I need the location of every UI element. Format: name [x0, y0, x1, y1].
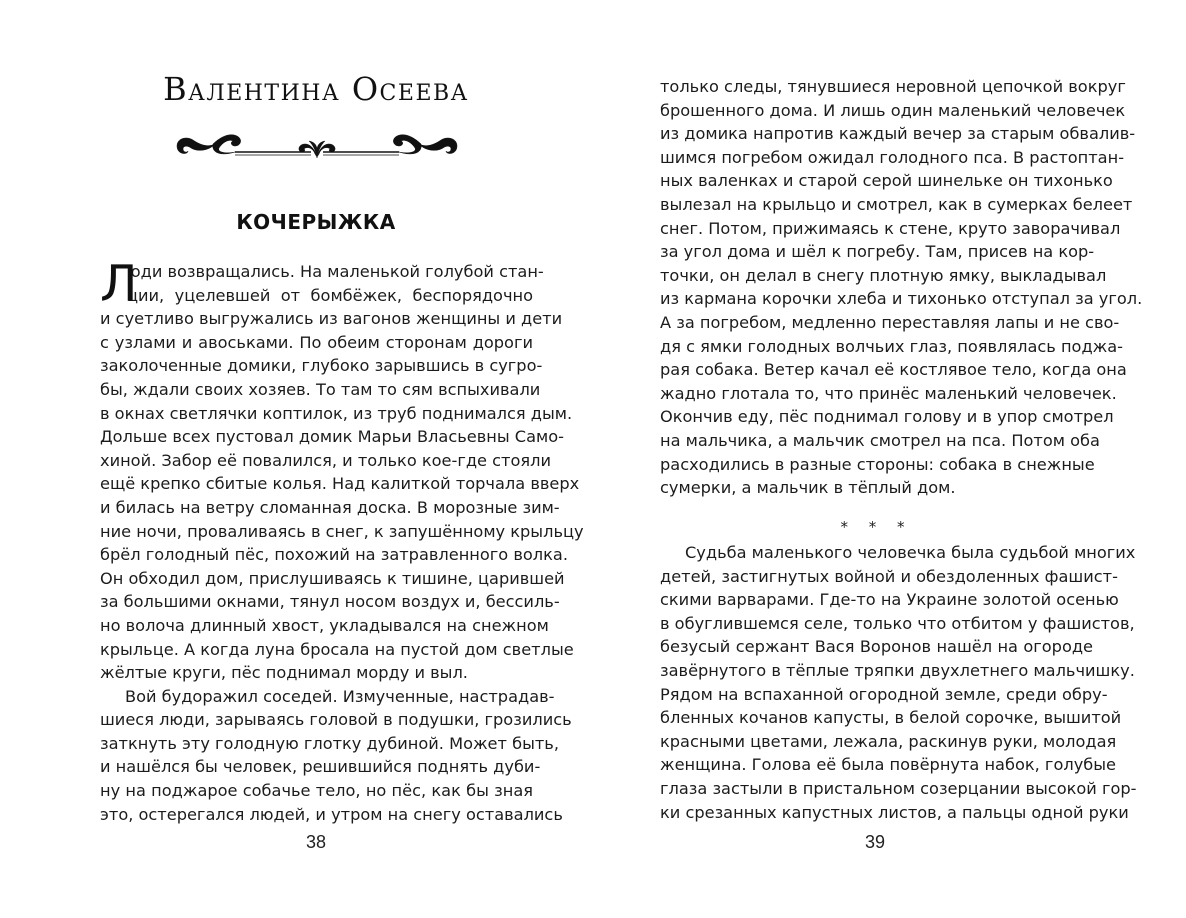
text-line: ции, уцелевшей от бомбёжек, беспорядочно: [127, 285, 533, 305]
author-name: Валентина Осеева: [163, 70, 469, 108]
text-line: Вой будоражил соседей. Измученные, настрадав-: [125, 686, 555, 706]
chapter-title: КОЧЕРЫЖКА: [236, 210, 396, 234]
text-line: глаза застыли в пристальном созерцании высокой гор-: [660, 778, 1137, 798]
text-line: детей, застигнутых войной и обездоленных фашист-: [660, 566, 1118, 586]
text-line: жёлтые круги, пёс поднимал морду и выл.: [100, 663, 468, 683]
text-line: хиной. Забор её повалился, и только кое-где стояли: [100, 450, 551, 470]
text-line: заткнуть эту голодную глотку дубиной. Может быть,: [100, 733, 559, 753]
text-line: за угол дома и шёл к погребу. Там, присев на кор-: [660, 242, 1095, 262]
text-line: точки, он делал в снегу плотную ямку, выкладывал: [660, 265, 1107, 285]
text-line: шиеся люди, зарываясь головой в подушки, грозились: [100, 710, 572, 730]
text-line: Судьба маленького человечка была судьбой многих: [685, 543, 1136, 562]
text-line: Дольше всех пустовал домик Марьи Власьевны Само-: [100, 427, 564, 447]
text-line: жадно глотала то, что принёс маленький человечек.: [660, 383, 1117, 403]
text-line: только следы, тянувшиеся неровной цепочкой вокруг: [660, 77, 1126, 96]
text-line: рая собака. Ветер качал её костлявое тело, когда она: [660, 360, 1127, 380]
text-line: в окнах светлячки коптилок, из труб поднимался дым.: [100, 403, 573, 423]
text-line: дя с ямки голодных волчьих глаз, появлялась поджа-: [660, 336, 1123, 356]
text-line: из домика напротив каждый вечер за старым обвалив-: [660, 124, 1136, 144]
section-break: * * *: [840, 518, 913, 536]
text-line: за большими окнами, тянул носом воздух и, бессиль-: [100, 592, 560, 612]
text-line: скими варварами. Где-то на Украине золотой осенью: [660, 590, 1119, 610]
text-line: брёл голодный пёс, похожий на затравленного волка.: [100, 545, 568, 565]
text-line: это, остерегался людей, и утром на снегу оставались: [100, 804, 563, 824]
text-line: завёрнутого в тёплые тряпки двухлетнего мальчишку.: [660, 660, 1135, 680]
text-line: снег. Потом, прижимаясь к стене, круто заворачивал: [660, 218, 1121, 238]
text-line: ещё крепко сбитые колья. Над калиткой торчала вверх: [100, 474, 580, 494]
text-line: в обуглившемся селе, только что отбитом у фашистов,: [660, 613, 1135, 633]
text-line: с узлами и авоськами. По обеим сторонам дороги: [100, 332, 533, 352]
text-line: сумерки, а мальчик в тёплый дом.: [660, 478, 956, 498]
text-line: ных валенках и старой серой шинельке он тихонько: [660, 171, 1113, 191]
ornamental-flourish-divider-icon: [173, 124, 461, 160]
text-line: Рядом на вспаханной огородной земле, среди обру-: [660, 684, 1108, 704]
text-line: и билась на ветру сломанная доска. В морозные зим-: [100, 497, 560, 517]
left-page-body: [100, 255, 584, 826]
text-line: брошенного дома. И лишь один маленький человечек: [660, 100, 1126, 120]
text-line: ки срезанных капустных листов, а пальцы одной руки: [660, 802, 1129, 822]
text-line: расходились в разные стороны: собака в снежные: [660, 454, 1095, 474]
text-line: женщина. Голова её была повёрнута набок, голубые: [660, 755, 1116, 775]
page-number: 38: [305, 832, 327, 852]
text-line: из кармана корочки хлеба и тихонько отступал за угол.: [660, 289, 1143, 309]
text-line: на мальчика, а мальчик смотрел на пса. Потом оба: [660, 430, 1100, 450]
right-page-body: [660, 75, 1143, 500]
text-line: ну на поджарое собачье тело, но пёс, как бы зная: [100, 781, 533, 801]
text-line: безусый сержант Вася Воронов нашёл на огороде: [660, 637, 1093, 657]
text-line: но волоча длинный хвост, укладывался на снежном: [100, 615, 549, 635]
text-line: вылезал на крыльцо и смотрел, как в сумерках белеет: [660, 194, 1133, 214]
right-page-body-continued: [660, 541, 1137, 824]
text-line: и суетливо выгружались из вагонов женщины и дети: [100, 309, 563, 329]
text-line: бы, ждали своих хозяев. То там то сям вспыхивали: [100, 379, 541, 399]
text-line: бленных кочанов капусты, в белой сорочке, вышитой: [660, 708, 1122, 728]
page-number: 39: [864, 832, 886, 852]
text-line: ние ночи, проваливаясь в снег, к запушённому крыльцу: [100, 521, 584, 541]
drop-cap: Л: [100, 255, 138, 313]
text-line: Он обходил дом, прислушиваясь к тишине, царившей: [100, 568, 565, 588]
text-line: заколоченные домики, глубоко зарывшись в сугро-: [100, 356, 543, 376]
text-line: красными цветами, лежала, раскинув руки, молодая: [660, 731, 1117, 751]
text-line: Окончив еду, пёс поднимал голову и в упор смотрел: [660, 407, 1114, 427]
text-line: Л юди возвращались. На маленькой голубой стан-: [100, 255, 544, 313]
text-line: шимся погребом ожидал голодного пса. В растоптан-: [660, 147, 1125, 167]
text-line: крыльце. А когда луна бросала на пустой дом светлые: [100, 639, 574, 659]
text-line: А за погребом, медленно переставляя лапы и не сво-: [660, 312, 1120, 332]
text-line: и нашёлся бы человек, решившийся поднять дуби-: [100, 757, 541, 777]
